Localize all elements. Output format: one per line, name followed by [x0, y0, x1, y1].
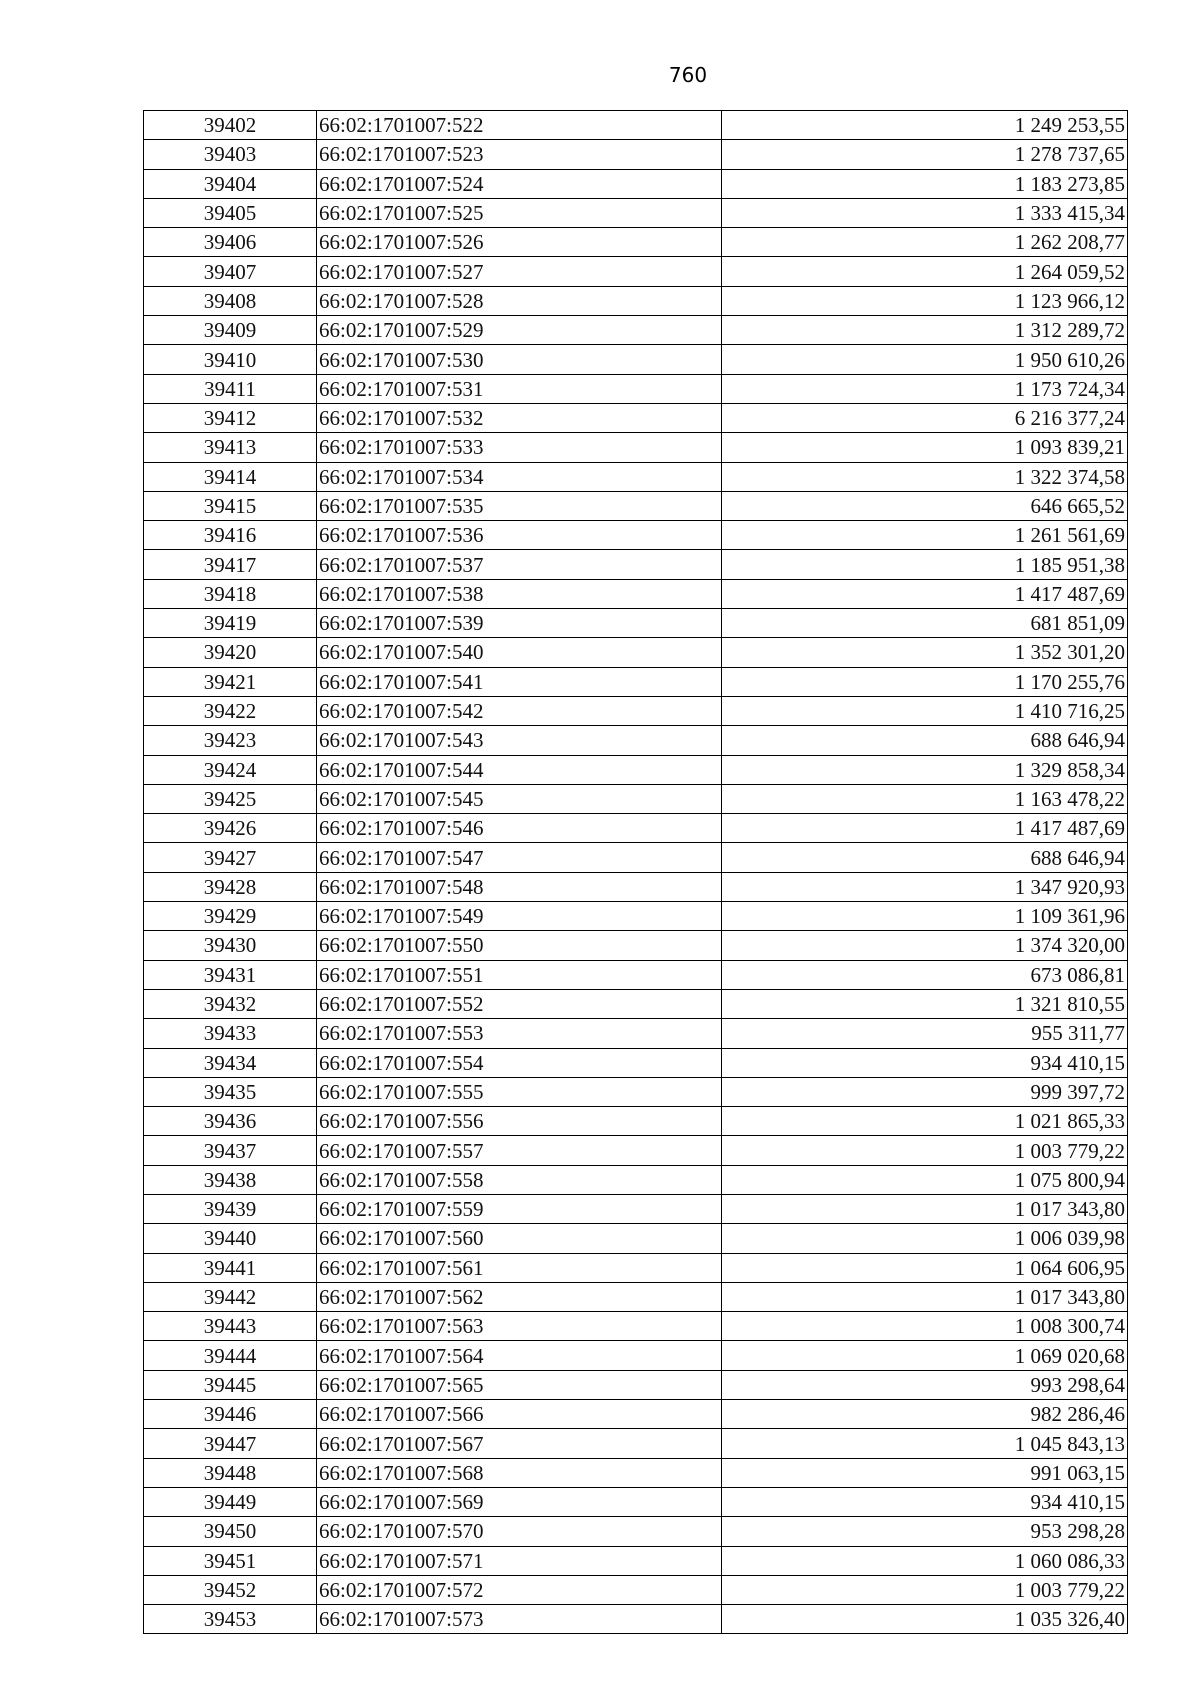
row-number-cell: 39438	[144, 1165, 317, 1194]
cadastral-value-cell: 1 417 487,69	[722, 579, 1128, 608]
table-row	[144, 1341, 1128, 1370]
cadastral-value-cell: 1 173 724,34	[722, 374, 1128, 403]
cadastral-value-cell: 1 045 843,13	[722, 1429, 1128, 1458]
cadastral-number-cell: 66:02:1701007:536	[317, 521, 722, 550]
cadastral-value-cell: 1 249 253,55	[722, 111, 1128, 140]
cadastral-value-cell: 1 278 737,65	[722, 140, 1128, 169]
table-row	[144, 755, 1128, 784]
cadastral-number-cell: 66:02:1701007:560	[317, 1224, 722, 1253]
table-row	[144, 140, 1128, 169]
cadastral-value-cell: 1 008 300,74	[722, 1312, 1128, 1341]
cadastral-number-cell: 66:02:1701007:572	[317, 1575, 722, 1604]
cadastral-number-cell: 66:02:1701007:558	[317, 1165, 722, 1194]
cadastral-value-cell: 1 410 716,25	[722, 696, 1128, 725]
cadastral-number-cell: 66:02:1701007:530	[317, 345, 722, 374]
cadastral-value-cell: 1 347 920,93	[722, 872, 1128, 901]
cadastral-value-cell: 1 163 478,22	[722, 784, 1128, 813]
cadastral-number-cell: 66:02:1701007:563	[317, 1312, 722, 1341]
row-number-cell: 39441	[144, 1253, 317, 1282]
row-number-cell: 39402	[144, 111, 317, 140]
table-row	[144, 579, 1128, 608]
cadastral-value-cell: 1 183 273,85	[722, 169, 1128, 198]
cadastral-number-cell: 66:02:1701007:539	[317, 609, 722, 638]
cadastral-number-cell: 66:02:1701007:552	[317, 989, 722, 1018]
cadastral-number-cell: 66:02:1701007:534	[317, 462, 722, 491]
cadastral-value-cell: 1 064 606,95	[722, 1253, 1128, 1282]
cadastral-value-cell: 1 950 610,26	[722, 345, 1128, 374]
cadastral-value-cell: 1 021 865,33	[722, 1107, 1128, 1136]
cadastral-value-cell: 1 003 779,22	[722, 1575, 1128, 1604]
table-body	[144, 111, 1128, 1634]
table-row	[144, 931, 1128, 960]
row-number-cell: 39453	[144, 1605, 317, 1634]
table-row	[144, 872, 1128, 901]
cadastral-number-cell: 66:02:1701007:527	[317, 257, 722, 286]
cadastral-number-cell: 66:02:1701007:569	[317, 1487, 722, 1516]
row-number-cell: 39410	[144, 345, 317, 374]
row-number-cell: 39433	[144, 1019, 317, 1048]
cadastral-number-cell: 66:02:1701007:522	[317, 111, 722, 140]
row-number-cell: 39420	[144, 638, 317, 667]
row-number-cell: 39429	[144, 902, 317, 931]
table-row	[144, 784, 1128, 813]
row-number-cell: 39437	[144, 1136, 317, 1165]
cadastral-number-cell: 66:02:1701007:555	[317, 1077, 722, 1106]
table-row	[144, 814, 1128, 843]
cadastral-number-cell: 66:02:1701007:547	[317, 843, 722, 872]
cadastral-number-cell: 66:02:1701007:546	[317, 814, 722, 843]
row-number-cell: 39407	[144, 257, 317, 286]
cadastral-value-cell: 1 109 361,96	[722, 902, 1128, 931]
row-number-cell: 39450	[144, 1517, 317, 1546]
table-row	[144, 1546, 1128, 1575]
cadastral-number-cell: 66:02:1701007:535	[317, 491, 722, 520]
cadastral-value-table	[143, 110, 1128, 1634]
table-row	[144, 726, 1128, 755]
row-number-cell: 39408	[144, 286, 317, 315]
table-row	[144, 403, 1128, 432]
row-number-cell: 39428	[144, 872, 317, 901]
row-number-cell: 39452	[144, 1575, 317, 1604]
row-number-cell: 39446	[144, 1400, 317, 1429]
cadastral-value-cell: 6 216 377,24	[722, 403, 1128, 432]
cadastral-value-cell: 1 123 966,12	[722, 286, 1128, 315]
row-number-cell: 39442	[144, 1282, 317, 1311]
cadastral-number-cell: 66:02:1701007:549	[317, 902, 722, 931]
table-row	[144, 1194, 1128, 1223]
cadastral-value-cell: 934 410,15	[722, 1487, 1128, 1516]
cadastral-value-cell: 1 060 086,33	[722, 1546, 1128, 1575]
cadastral-value-cell: 1 321 810,55	[722, 989, 1128, 1018]
cadastral-value-cell: 1 069 020,68	[722, 1341, 1128, 1370]
cadastral-value-cell: 1 329 858,34	[722, 755, 1128, 784]
table-row	[144, 638, 1128, 667]
row-number-cell: 39427	[144, 843, 317, 872]
cadastral-value-cell: 1 170 255,76	[722, 667, 1128, 696]
row-number-cell: 39447	[144, 1429, 317, 1458]
cadastral-value-cell: 1 093 839,21	[722, 433, 1128, 462]
row-number-cell: 39443	[144, 1312, 317, 1341]
row-number-cell: 39411	[144, 374, 317, 403]
table-row	[144, 1429, 1128, 1458]
cadastral-value-cell: 1 322 374,58	[722, 462, 1128, 491]
cadastral-number-cell: 66:02:1701007:566	[317, 1400, 722, 1429]
table-row	[144, 257, 1128, 286]
table-row	[144, 1253, 1128, 1282]
row-number-cell: 39424	[144, 755, 317, 784]
table-row	[144, 1370, 1128, 1399]
row-number-cell: 39404	[144, 169, 317, 198]
row-number-cell: 39405	[144, 198, 317, 227]
cadastral-number-cell: 66:02:1701007:564	[317, 1341, 722, 1370]
table-row	[144, 521, 1128, 550]
cadastral-number-cell: 66:02:1701007:571	[317, 1546, 722, 1575]
table-row	[144, 1487, 1128, 1516]
cadastral-number-cell: 66:02:1701007:525	[317, 198, 722, 227]
table-row	[144, 1077, 1128, 1106]
table-row	[144, 1458, 1128, 1487]
row-number-cell: 39417	[144, 550, 317, 579]
row-number-cell: 39426	[144, 814, 317, 843]
row-number-cell: 39425	[144, 784, 317, 813]
row-number-cell: 39419	[144, 609, 317, 638]
cadastral-number-cell: 66:02:1701007:551	[317, 960, 722, 989]
cadastral-number-cell: 66:02:1701007:559	[317, 1194, 722, 1223]
row-number-cell: 39422	[144, 696, 317, 725]
row-number-cell: 39434	[144, 1048, 317, 1077]
table-row	[144, 609, 1128, 638]
cadastral-value-cell: 982 286,46	[722, 1400, 1128, 1429]
cadastral-number-cell: 66:02:1701007:557	[317, 1136, 722, 1165]
table-row	[144, 843, 1128, 872]
table-row	[144, 1575, 1128, 1604]
cadastral-value-cell: 688 646,94	[722, 843, 1128, 872]
cadastral-number-cell: 66:02:1701007:543	[317, 726, 722, 755]
table-row	[144, 1165, 1128, 1194]
cadastral-value-cell: 993 298,64	[722, 1370, 1128, 1399]
cadastral-value-cell: 1 374 320,00	[722, 931, 1128, 960]
cadastral-value-cell: 991 063,15	[722, 1458, 1128, 1487]
cadastral-number-cell: 66:02:1701007:533	[317, 433, 722, 462]
row-number-cell: 39439	[144, 1194, 317, 1223]
table-row	[144, 1605, 1128, 1634]
row-number-cell: 39435	[144, 1077, 317, 1106]
row-number-cell: 39431	[144, 960, 317, 989]
table-row	[144, 989, 1128, 1018]
table-row	[144, 667, 1128, 696]
row-number-cell: 39412	[144, 403, 317, 432]
cadastral-value-cell: 1 352 301,20	[722, 638, 1128, 667]
table-row	[144, 228, 1128, 257]
table-row	[144, 1517, 1128, 1546]
cadastral-value-cell: 1 003 779,22	[722, 1136, 1128, 1165]
cadastral-value-cell: 1 261 561,69	[722, 521, 1128, 550]
table-row	[144, 1019, 1128, 1048]
table-row	[144, 696, 1128, 725]
cadastral-value-cell: 1 264 059,52	[722, 257, 1128, 286]
table-row	[144, 1400, 1128, 1429]
row-number-cell: 39415	[144, 491, 317, 520]
row-number-cell: 39440	[144, 1224, 317, 1253]
row-number-cell: 39409	[144, 316, 317, 345]
table-row	[144, 111, 1128, 140]
row-number-cell: 39406	[144, 228, 317, 257]
row-number-cell: 39436	[144, 1107, 317, 1136]
cadastral-value-cell: 1 017 343,80	[722, 1282, 1128, 1311]
cadastral-value-cell: 673 086,81	[722, 960, 1128, 989]
cadastral-value-cell: 1 017 343,80	[722, 1194, 1128, 1223]
cadastral-number-cell: 66:02:1701007:556	[317, 1107, 722, 1136]
row-number-cell: 39423	[144, 726, 317, 755]
row-number-cell: 39413	[144, 433, 317, 462]
cadastral-number-cell: 66:02:1701007:573	[317, 1605, 722, 1634]
row-number-cell: 39432	[144, 989, 317, 1018]
cadastral-value-cell: 1 006 039,98	[722, 1224, 1128, 1253]
row-number-cell: 39445	[144, 1370, 317, 1399]
cadastral-value-cell: 999 397,72	[722, 1077, 1128, 1106]
table-row	[144, 433, 1128, 462]
cadastral-number-cell: 66:02:1701007:550	[317, 931, 722, 960]
table-row	[144, 960, 1128, 989]
row-number-cell: 39416	[144, 521, 317, 550]
table-row	[144, 902, 1128, 931]
cadastral-value-cell: 953 298,28	[722, 1517, 1128, 1546]
cadastral-number-cell: 66:02:1701007:562	[317, 1282, 722, 1311]
cadastral-number-cell: 66:02:1701007:528	[317, 286, 722, 315]
table-row	[144, 550, 1128, 579]
cadastral-number-cell: 66:02:1701007:540	[317, 638, 722, 667]
table-row	[144, 1312, 1128, 1341]
row-number-cell: 39451	[144, 1546, 317, 1575]
cadastral-value-cell: 1 333 415,34	[722, 198, 1128, 227]
page-number: 760	[668, 63, 708, 87]
table-row	[144, 286, 1128, 315]
cadastral-number-cell: 66:02:1701007:523	[317, 140, 722, 169]
row-number-cell: 39421	[144, 667, 317, 696]
table-row	[144, 316, 1128, 345]
cadastral-number-cell: 66:02:1701007:554	[317, 1048, 722, 1077]
table-row	[144, 1048, 1128, 1077]
table-row	[144, 1282, 1128, 1311]
table-row	[144, 462, 1128, 491]
cadastral-number-cell: 66:02:1701007:524	[317, 169, 722, 198]
cadastral-value-cell: 1 075 800,94	[722, 1165, 1128, 1194]
cadastral-value-cell: 1 312 289,72	[722, 316, 1128, 345]
cadastral-number-cell: 66:02:1701007:553	[317, 1019, 722, 1048]
table-row	[144, 345, 1128, 374]
row-number-cell: 39418	[144, 579, 317, 608]
row-number-cell: 39444	[144, 1341, 317, 1370]
cadastral-number-cell: 66:02:1701007:570	[317, 1517, 722, 1546]
table-row	[144, 198, 1128, 227]
cadastral-number-cell: 66:02:1701007:526	[317, 228, 722, 257]
cadastral-value-cell: 681 851,09	[722, 609, 1128, 638]
cadastral-number-cell: 66:02:1701007:532	[317, 403, 722, 432]
cadastral-number-cell: 66:02:1701007:538	[317, 579, 722, 608]
cadastral-number-cell: 66:02:1701007:561	[317, 1253, 722, 1282]
table-row	[144, 491, 1128, 520]
cadastral-value-cell: 934 410,15	[722, 1048, 1128, 1077]
cadastral-number-cell: 66:02:1701007:545	[317, 784, 722, 813]
row-number-cell: 39414	[144, 462, 317, 491]
cadastral-number-cell: 66:02:1701007:542	[317, 696, 722, 725]
cadastral-number-cell: 66:02:1701007:568	[317, 1458, 722, 1487]
table-row	[144, 1136, 1128, 1165]
cadastral-value-cell: 1 035 326,40	[722, 1605, 1128, 1634]
cadastral-value-cell: 1 185 951,38	[722, 550, 1128, 579]
cadastral-number-cell: 66:02:1701007:565	[317, 1370, 722, 1399]
table-row	[144, 1107, 1128, 1136]
cadastral-value-cell: 955 311,77	[722, 1019, 1128, 1048]
table-row	[144, 1224, 1128, 1253]
row-number-cell: 39448	[144, 1458, 317, 1487]
cadastral-number-cell: 66:02:1701007:544	[317, 755, 722, 784]
cadastral-value-cell: 646 665,52	[722, 491, 1128, 520]
cadastral-number-cell: 66:02:1701007:548	[317, 872, 722, 901]
cadastral-number-cell: 66:02:1701007:567	[317, 1429, 722, 1458]
cadastral-number-cell: 66:02:1701007:537	[317, 550, 722, 579]
cadastral-number-cell: 66:02:1701007:529	[317, 316, 722, 345]
table-row	[144, 169, 1128, 198]
row-number-cell: 39403	[144, 140, 317, 169]
cadastral-number-cell: 66:02:1701007:541	[317, 667, 722, 696]
cadastral-value-cell: 1 262 208,77	[722, 228, 1128, 257]
table-row	[144, 374, 1128, 403]
row-number-cell: 39430	[144, 931, 317, 960]
row-number-cell: 39449	[144, 1487, 317, 1516]
cadastral-number-cell: 66:02:1701007:531	[317, 374, 722, 403]
cadastral-value-cell: 1 417 487,69	[722, 814, 1128, 843]
cadastral-value-cell: 688 646,94	[722, 726, 1128, 755]
